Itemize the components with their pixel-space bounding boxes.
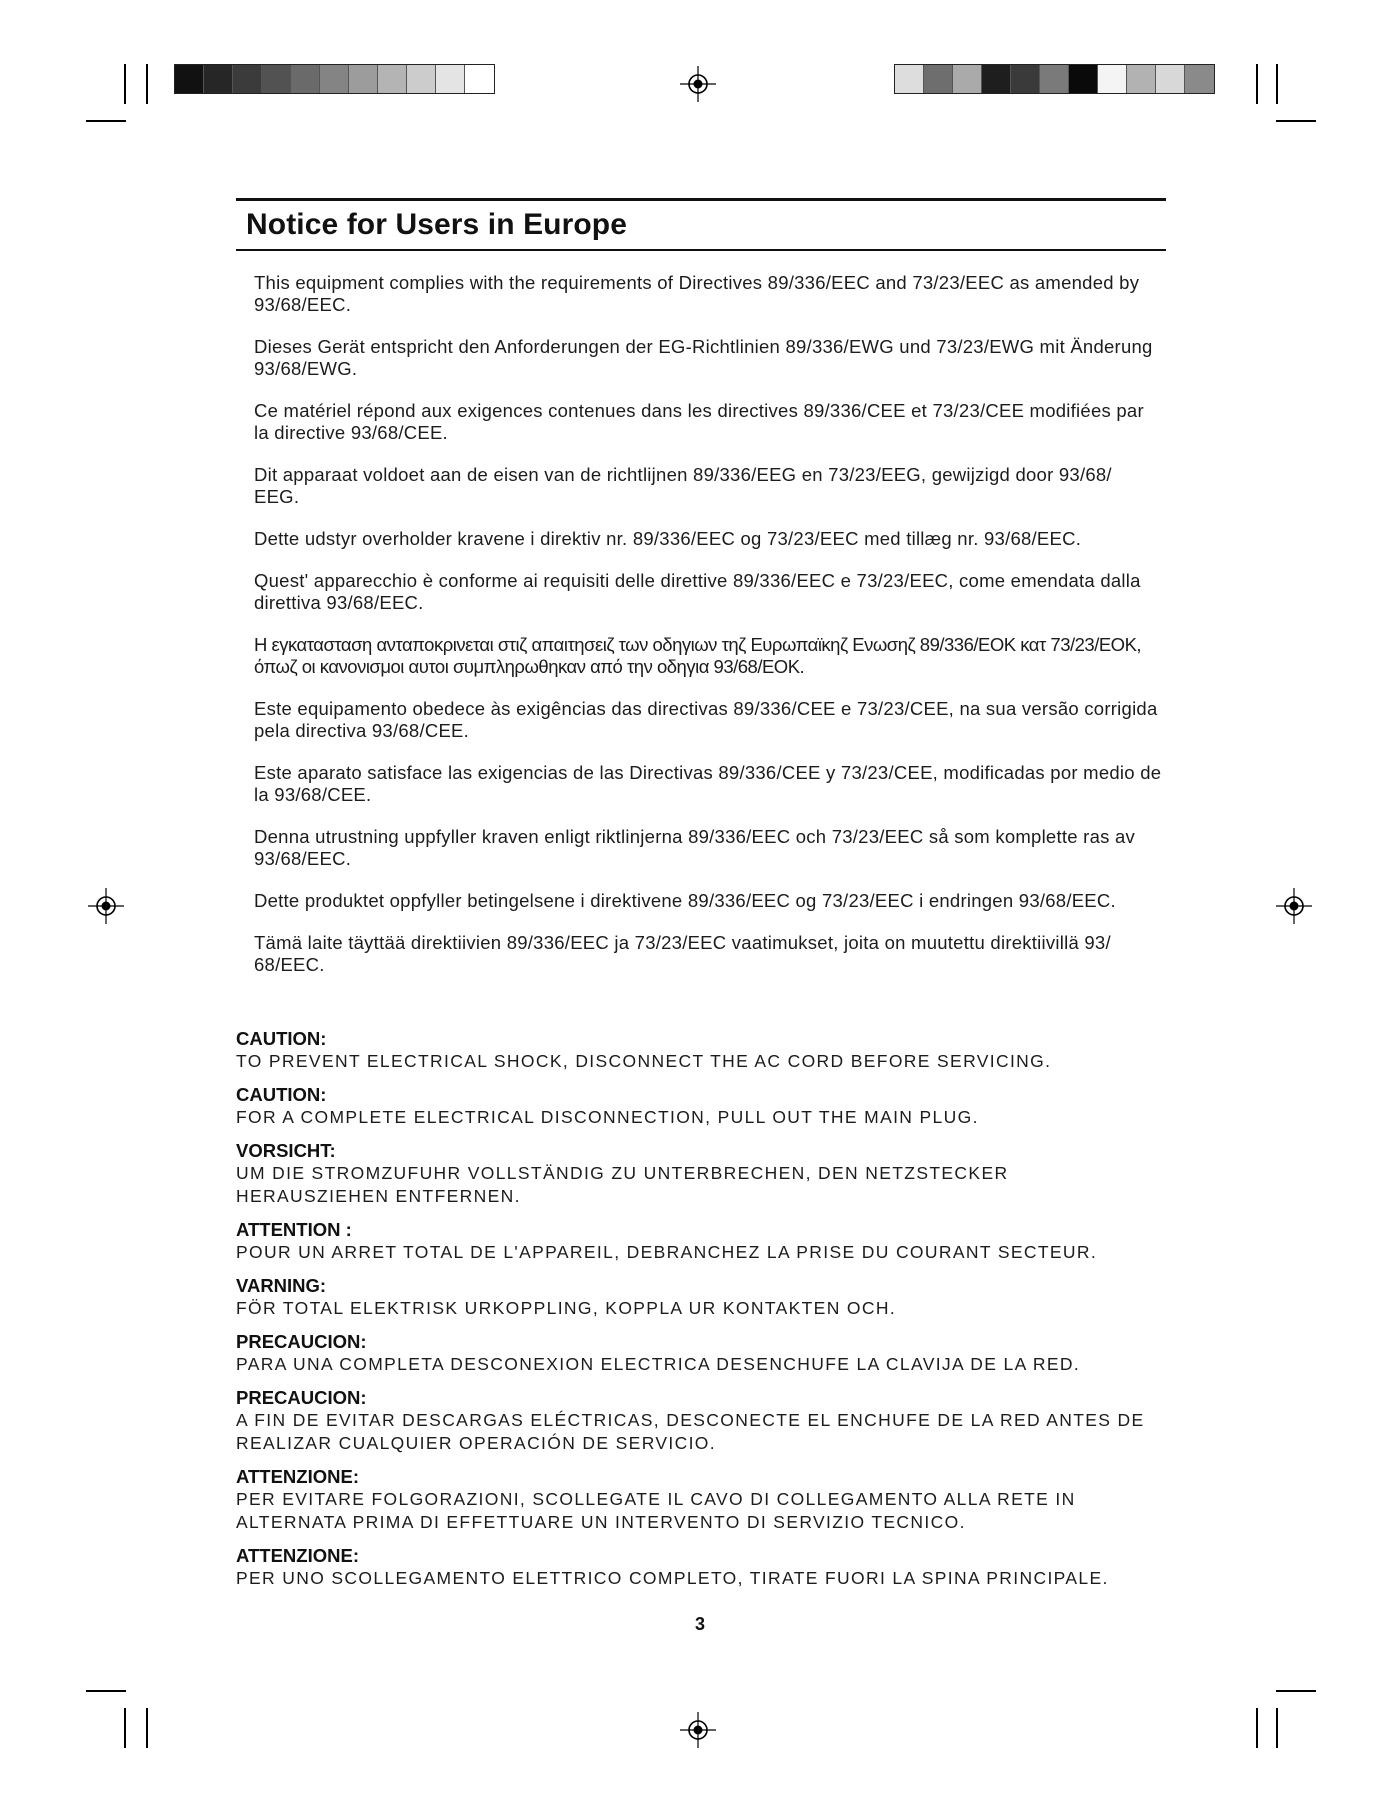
calibration-swatch	[349, 65, 378, 93]
caution-title: VORSICHT:	[236, 1140, 336, 1161]
registration-target-icon	[678, 64, 718, 104]
crop-mark-line	[1256, 64, 1258, 104]
caution-title: CAUTION:	[236, 1084, 327, 1105]
compliance-notice-paragraph: Quest' apparecchio è conforme ai requisiti delle direttive 89/336/EEC e 73/23/EEC, come emendata dalla direttiva 93/68/EEC.	[254, 570, 1141, 613]
registration-target-icon	[86, 886, 126, 926]
calibration-swatch	[1127, 65, 1156, 93]
caution-block	[236, 1387, 1166, 1455]
calibration-swatch	[233, 65, 262, 93]
calibration-swatch	[1156, 65, 1185, 93]
compliance-notice-paragraph: Ce matériel répond aux exigences contenues dans les directives 89/336/CEE et 73/23/CEE modifiées par la directive 93/68/CEE.	[254, 400, 1144, 443]
compliance-notice-paragraph: Η εγκατασταση ανταποκρινεται στιζ απαιτησειζ των οδηγιων τηζ Ευρωπαϊκηζ Ενωσηζ 89/336/ΕΟΚ κατ 73/23/ΕΟΚ, όπωζ οι κανονισμοι αυτοι συμπληρωθηκαν από την οδηγια 93/68/ΕΟΚ.	[254, 634, 1142, 677]
caution-title: VARNING:	[236, 1275, 327, 1296]
calibration-swatch	[1069, 65, 1098, 93]
caution-title: ATTENZIONE:	[236, 1545, 359, 1566]
caution-title: PRECAUCION:	[236, 1387, 367, 1408]
crop-mark-line	[146, 1708, 148, 1748]
crop-mark-line	[86, 1690, 126, 1692]
crop-mark-line	[1276, 1690, 1316, 1692]
page-number: 3	[694, 1614, 705, 1634]
compliance-notices	[254, 272, 1162, 996]
calibration-swatch	[320, 65, 349, 93]
caution-block	[236, 1331, 1166, 1376]
calibration-swatch	[953, 65, 982, 93]
caution-text: UM DIE STROMZUFUHR VOLLSTÄNDIG ZU UNTERBRECHEN, DEN NETZSTECKER HERAUSZIEHEN ENTFERNEN.	[236, 1163, 1009, 1206]
calibration-swatch	[895, 65, 924, 93]
crop-mark-line	[1256, 1708, 1258, 1748]
crop-mark-line	[124, 64, 126, 104]
calibration-swatch	[407, 65, 436, 93]
caution-text: PER EVITARE FOLGORAZIONI, SCOLLEGATE IL CAVO DI COLLEGAMENTO ALLA RETE IN ALTERNATA PRIMA DI EFFETTUARE UN INTERVENTO DI SERVIZIO TECNICO.	[236, 1489, 1076, 1532]
page-title: Notice for Users in Europe	[246, 208, 628, 241]
grayscale-calibration-strip-left	[174, 64, 495, 94]
crop-mark-line	[86, 120, 126, 122]
compliance-notice-paragraph: Este equipamento obedece às exigências das directivas 89/336/CEE e 73/23/CEE, na sua versão corrigida pela directiva 93/68/CEE.	[254, 698, 1158, 741]
compliance-notice-paragraph: Dette produktet oppfyller betingelsene i direktivene 89/336/EEC og 73/23/EEC i endringen 93/68/EEC.	[254, 890, 1116, 911]
compliance-notice-paragraph: Dit apparaat voldoet aan de eisen van de richtlijnen 89/336/EEG en 73/23/EEG, gewijzigd door 93/68/ EEG.	[254, 464, 1112, 507]
calibration-swatch	[291, 65, 320, 93]
registration-target-icon	[1274, 886, 1314, 926]
crop-mark-line	[1276, 1708, 1278, 1748]
caution-text: PARA UNA COMPLETA DESCONEXION ELECTRICA DESENCHUFE LA CLAVIJA DE LA RED.	[236, 1354, 1081, 1374]
heading-rule-box	[236, 198, 1166, 251]
caution-title: PRECAUCION:	[236, 1331, 367, 1352]
compliance-notice-paragraph: Dette udstyr overholder kravene i direktiv nr. 89/336/EEC og 73/23/EEC med tillæg nr. 93/68/EEC.	[254, 528, 1082, 549]
calibration-swatch	[982, 65, 1011, 93]
caution-block	[236, 1028, 1166, 1073]
caution-text: A FIN DE EVITAR DESCARGAS ELÉCTRICAS, DESCONECTE EL ENCHUFE DE LA RED ANTES DE REALIZAR CUALQUIER OPERACIÓN DE SERVICIO.	[236, 1410, 1145, 1453]
caution-text: FÖR TOTAL ELEKTRISK URKOPPLING, KOPPLA UR KONTAKTEN OCH.	[236, 1298, 897, 1318]
calibration-swatch	[924, 65, 953, 93]
caution-title: ATTENZIONE:	[236, 1466, 359, 1487]
crop-mark-line	[146, 64, 148, 104]
caution-text: FOR A COMPLETE ELECTRICAL DISCONNECTION, PULL OUT THE MAIN PLUG.	[236, 1107, 979, 1127]
calibration-swatch	[1011, 65, 1040, 93]
crop-mark-line	[1276, 120, 1316, 122]
caution-text: POUR UN ARRET TOTAL DE L'APPAREIL, DEBRANCHEZ LA PRISE DU COURANT SECTEUR.	[236, 1242, 1098, 1262]
calibration-swatch	[204, 65, 233, 93]
caution-title: CAUTION:	[236, 1028, 327, 1049]
caution-block	[236, 1545, 1166, 1590]
caution-block	[236, 1084, 1166, 1129]
calibration-swatch	[1040, 65, 1069, 93]
calibration-swatch	[436, 65, 465, 93]
caution-block	[236, 1466, 1166, 1534]
calibration-swatch	[1098, 65, 1127, 93]
caution-notices	[236, 1028, 1166, 1601]
compliance-notice-paragraph: Este aparato satisface las exigencias de las Directivas 89/336/CEE y 73/23/CEE, modificadas por medio de la 93/68/CEE.	[254, 762, 1162, 805]
crop-mark-line	[124, 1708, 126, 1748]
grayscale-calibration-strip-right	[894, 64, 1215, 94]
caution-text: PER UNO SCOLLEGAMENTO ELETTRICO COMPLETO, TIRATE FUORI LA SPINA PRINCIPALE.	[236, 1568, 1109, 1588]
calibration-swatch	[378, 65, 407, 93]
compliance-notice-paragraph: Tämä laite täyttää direktiivien 89/336/EEC ja 73/23/EEC vaatimukset, joita on muutettu direktiivillä 93/ 68/EEC.	[254, 932, 1111, 975]
registration-target-icon	[678, 1710, 718, 1750]
calibration-swatch	[262, 65, 291, 93]
caution-title: ATTENTION :	[236, 1219, 352, 1240]
caution-block	[236, 1275, 1166, 1320]
calibration-swatch	[465, 65, 494, 93]
compliance-notice-paragraph: Dieses Gerät entspricht den Anforderungen der EG-Richtlinien 89/336/EWG und 73/23/EWG mit Änderung 93/68/EWG.	[254, 336, 1153, 379]
calibration-swatch	[1185, 65, 1214, 93]
caution-block	[236, 1219, 1166, 1264]
caution-block	[236, 1140, 1166, 1208]
calibration-swatch	[175, 65, 204, 93]
compliance-notice-paragraph: Denna utrustning uppfyller kraven enligt riktlinjerna 89/336/EEC och 73/23/EEC så som komplette ras av 93/68/EEC.	[254, 826, 1136, 869]
compliance-notice-paragraph: This equipment complies with the requirements of Directives 89/336/EEC and 73/23/EEC as amended by 93/68/EEC.	[254, 272, 1140, 315]
caution-text: TO PREVENT ELECTRICAL SHOCK, DISCONNECT THE AC CORD BEFORE SERVICING.	[236, 1051, 1052, 1071]
crop-mark-line	[1276, 64, 1278, 104]
